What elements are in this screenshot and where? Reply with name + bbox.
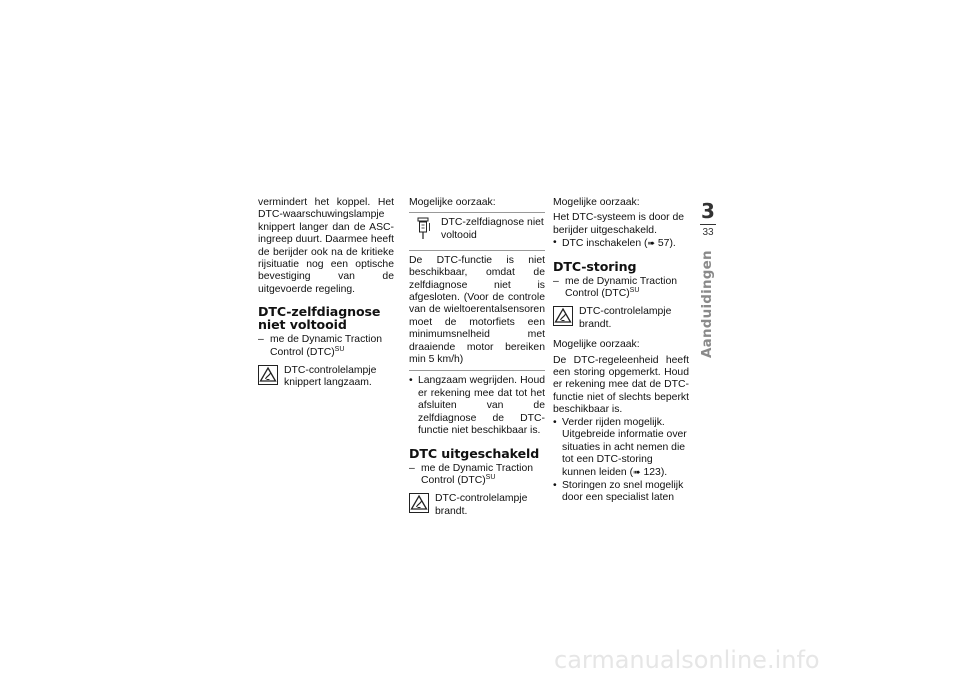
- heading-uitgeschakeld: DTC uitgeschakeld: [409, 445, 540, 461]
- dash-marker: –: [258, 334, 264, 346]
- dash-marker: –: [553, 275, 559, 287]
- bullet-text: Langzaam wegrijden. Houd er rekening mee dat tot het afsluiten van de zelfdiagnose de DTC-functie niet beschikbaar is.: [418, 375, 545, 437]
- column-2: [409, 197, 545, 526]
- bullet-end: ).: [660, 467, 668, 479]
- lamp-text: DTC-controlelampje brandt.: [579, 306, 672, 330]
- lamp-text: DTC-controlelampje knippert langzaam.: [284, 365, 377, 389]
- bullet-marker: •: [553, 416, 557, 428]
- column-1: [258, 197, 394, 398]
- dash-item-dtc: [258, 334, 394, 359]
- bullet-inschakelen: [553, 237, 689, 250]
- bullet-marker: •: [409, 375, 413, 387]
- heading-zelfdiagnose: DTC-zelfdiagnose niet voltooid: [258, 304, 381, 333]
- bullet-marker: •: [553, 479, 557, 491]
- lamp-block-brandt: [409, 493, 545, 518]
- bullet-marker: •: [553, 237, 557, 249]
- page-number: 33: [702, 227, 714, 238]
- equipment-superscript: SU: [485, 473, 496, 481]
- self-diagnosis-icon: [415, 217, 437, 245]
- bullet-storingen: [553, 480, 689, 505]
- page-reference-arrow-icon: ➠: [647, 238, 656, 249]
- dash-item-dtc: [553, 276, 689, 301]
- chapter-number: 3: [701, 199, 715, 223]
- equipment-superscript: SU: [334, 345, 345, 353]
- watermark: carmanualsonline.info: [554, 646, 820, 674]
- info-box-title: DTC-zelfdiagnose niet voltooid: [441, 217, 544, 241]
- bullet-end: ).: [669, 238, 676, 250]
- dash-item-dtc: [409, 463, 545, 488]
- info-box-body: De DTC-functie is niet beschikbaar, omdat de zelfdiagnose niet is afgesloten. (Voor de controle van de wieltoerentalsensoren moet de motorfiets een minimumsnelheid met draaiende motor bereiken min 5 km/h): [409, 254, 545, 366]
- page-reference-arrow-icon: ➠: [633, 467, 641, 478]
- bullet-verder-rijden: [553, 417, 689, 480]
- cause-label: Mogelijke oorzaak:: [553, 197, 640, 208]
- dtc-warning-icon: [409, 493, 429, 518]
- dash-marker: –: [409, 462, 415, 474]
- bullet-wegrijden: [409, 375, 545, 437]
- chapter-label: Aanduidingen: [699, 250, 715, 358]
- cause-label: Mogelijke oorzaak:: [553, 339, 640, 351]
- cause-text: Het DTC-systeem is door de berijder uitgeschakeld.: [553, 212, 685, 236]
- page-reference[interactable]: 57: [657, 238, 670, 250]
- dash-text: me de Dynamic Traction Control (DTC): [270, 334, 383, 358]
- dash-text: me de Dynamic Traction Control (DTC): [421, 462, 534, 486]
- lamp-block-brandt: [553, 306, 689, 331]
- bullet-text: DTC inschakelen (: [562, 238, 648, 250]
- lamp-block-knippert: [258, 365, 394, 390]
- bullet-text: Verder rijden mogelijk. Uitgebreide informatie over situaties in acht nemen die tot een DTC-storing kunnen leiden (: [562, 416, 687, 479]
- page-reference[interactable]: 123: [643, 467, 661, 479]
- intro-paragraph: vermindert het koppel. Het DTC-waarschuwingslampje knippert langer dan de ASC-ingreep duurt. Daarmee heeft de berijder ook na de kritieke rijsituatie nog een optische bevestiging van de uitgevoerde regeling.: [258, 197, 394, 295]
- bullet-text: Storingen zo snel mogelijk door een specialist laten: [562, 479, 684, 504]
- cause-label: Mogelijke oorzaak:: [409, 197, 496, 208]
- heading-storing: DTC-storing: [553, 258, 637, 274]
- dtc-warning-icon: [258, 365, 278, 390]
- cause-text: De DTC-regeleenheid heeft een storing opgemerkt. Houd er rekening mee dat de DTC-functie niet of slechts beperkt beschikbaar is.: [553, 354, 689, 416]
- info-box-header: [409, 213, 545, 250]
- column-3: [553, 197, 689, 505]
- info-box-zelfdiagnose: [409, 212, 545, 371]
- equipment-superscript: SU: [629, 287, 640, 295]
- chapter-divider: [700, 224, 716, 225]
- dash-text: me de Dynamic Traction Control (DTC): [565, 275, 678, 300]
- dtc-warning-icon: [553, 306, 573, 331]
- lamp-text: DTC-controlelampje brandt.: [435, 493, 528, 517]
